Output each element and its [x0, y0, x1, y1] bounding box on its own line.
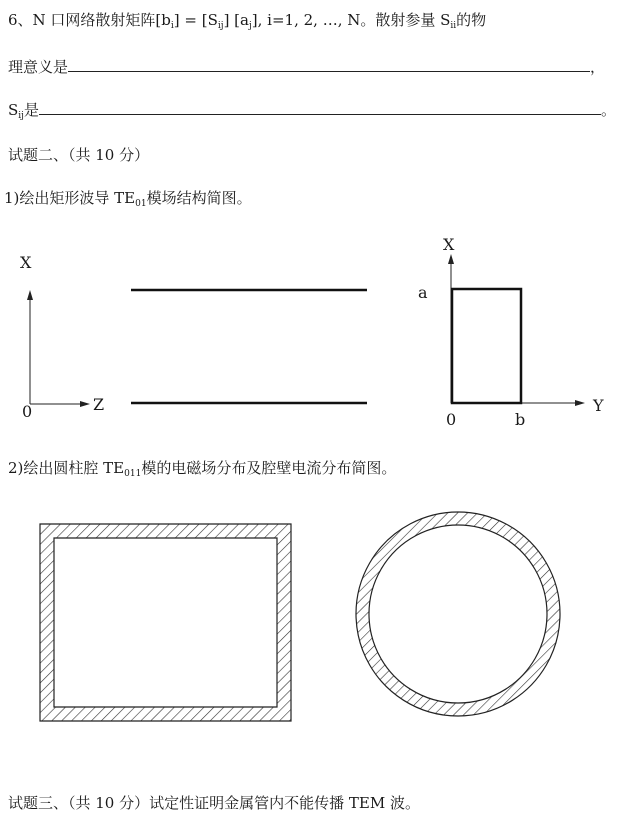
item2-suffix: 模的电磁场分布及腔壁电流分布简图。 [141, 459, 397, 477]
axis-x-left-label: X [20, 253, 32, 272]
cavity-side-wall-hatched [40, 524, 291, 721]
cavity-ring-hatched [356, 512, 560, 716]
q6-mid3: ], i=1, 2, …, N。散射参量 S [251, 11, 451, 29]
q6-sub-ii: ii [450, 21, 457, 31]
axis-y-label: Y [593, 396, 604, 415]
x-axis-right-arrow [448, 254, 454, 264]
cavity-side-view [40, 524, 291, 721]
x-axis-left-arrow [27, 290, 33, 300]
item1-sub: 01 [135, 199, 147, 209]
section2-title: 试题二、（共 10 分） [8, 146, 150, 164]
q6-sub-j: j [248, 21, 252, 31]
section3-title: 试题三、（共 10 分）试定性证明金属管内不能传播 TEM 波。 [8, 794, 420, 812]
q6-sij-s: S [8, 101, 19, 119]
q6-sij-end: 。 [600, 101, 616, 119]
waveguide-cross-section-rect [452, 289, 521, 403]
q6-sij-sub: ij [18, 111, 24, 121]
q6-mid1: ] = [S [173, 11, 218, 29]
z-axis-arrow [80, 401, 90, 407]
item1-prefix: 1)绘出矩形波导 TE [4, 189, 136, 207]
q6-meaning-label: 理意义是 [8, 58, 69, 76]
origin-right-label: 0 [446, 410, 457, 429]
cavity-top-view [356, 512, 560, 716]
waveguide-cross-section [418, 235, 604, 429]
item2-sub: 011 [124, 469, 142, 479]
label-b: b [515, 410, 526, 429]
item1-suffix: 模场结构简图。 [146, 189, 252, 207]
y-axis-arrow [575, 400, 585, 406]
q6-sub-ij: ij [217, 21, 224, 31]
label-a: a [418, 283, 428, 302]
q6-mid2: ] [a [223, 11, 249, 29]
q6-sij-label: 是 [23, 101, 39, 119]
item2-prefix: 2)绘出圆柱腔 TE [8, 459, 125, 477]
q6-suffix: 的物 [456, 11, 487, 29]
axis-z-label: Z [93, 395, 105, 414]
waveguide-side-view [20, 253, 367, 421]
origin-left-label: 0 [22, 402, 33, 421]
q6-sub-i: i [170, 21, 174, 31]
q6-meaning-end: ， [590, 58, 606, 76]
axis-x-right-label: X [443, 235, 455, 254]
q6-prefix: 6、N 口网络散射矩阵[b [8, 11, 171, 29]
